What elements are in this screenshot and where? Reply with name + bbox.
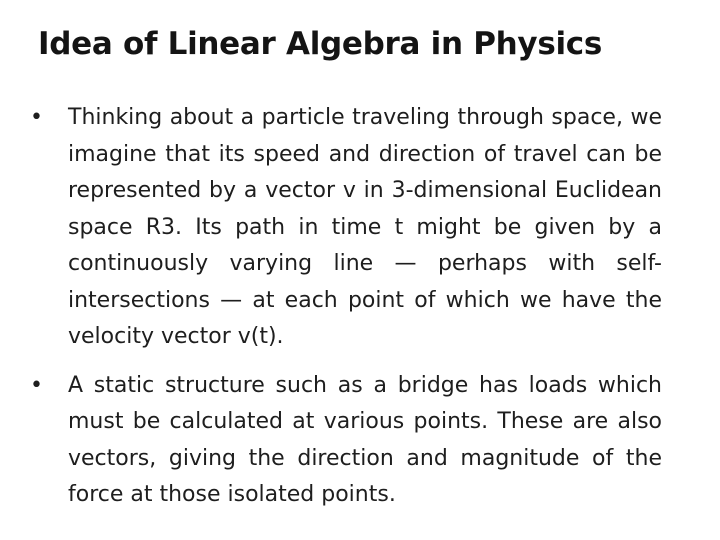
bullet-item-particle: [30, 100, 662, 356]
bullet-list: [30, 100, 662, 526]
bullet-marker: •: [30, 105, 43, 130]
slide-title: Idea of Linear Algebra in Physics: [38, 26, 603, 62]
bullet-marker: •: [30, 372, 43, 398]
bullet-item-bridge: [30, 368, 662, 514]
bullet-text: A static structure such as a bridge has loads which must be calculated at various points. These are also vectors, giving the direction and magnitude of the force at those isolated points.: [68, 372, 662, 507]
bullet-text: Thinking about a particle traveling through space, we imagine that its speed and direction of travel can be represented by a vector v in 3-dimensional Euclidean space R3. Its path in time t might be given by a continuously varying line — perhaps with self-intersections — at each point of which we have the velocity vector v(t).: [68, 105, 662, 349]
